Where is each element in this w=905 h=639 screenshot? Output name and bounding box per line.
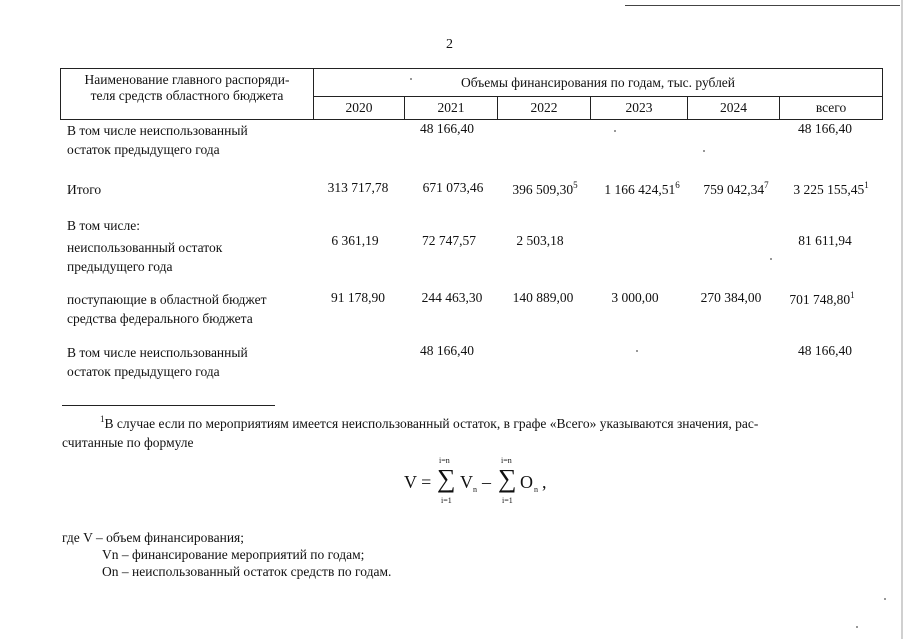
scan-speck <box>614 130 616 132</box>
sum2-icon: ∑ <box>498 464 517 493</box>
page-number: 2 <box>446 37 453 52</box>
footnote-ref: 7 <box>764 180 769 190</box>
footnote-line1: В случае если по мероприятиям имеется неиспользованный остаток, в графе «Всего» указываются значения, рас- <box>104 416 759 431</box>
header-year-2020: 2020 <box>314 97 405 120</box>
sum2-lower: i=1 <box>502 496 513 505</box>
cell-2024: 270 384,00 <box>700 290 762 305</box>
cell-total <box>777 290 867 308</box>
footnote-first-line <box>62 416 758 431</box>
cell-2024 <box>691 180 781 198</box>
cell-value: 396 509,30 <box>512 182 574 197</box>
footnote-ref: 1 <box>864 180 869 190</box>
header-name-line1: Наименование главного распоряди- <box>84 72 290 87</box>
formula-term1-sub: n <box>473 485 477 494</box>
row-label: неиспользованный остаток <box>67 240 223 255</box>
scan-speck <box>884 598 886 600</box>
cell-2021: 48 166,40 <box>420 343 474 358</box>
cell-2023 <box>590 180 694 198</box>
formula-term2-sub: n <box>534 485 538 494</box>
cell-2021: 671 073,46 <box>422 180 484 195</box>
cell-total <box>782 180 880 198</box>
cell-total: 48 166,40 <box>798 121 852 136</box>
cell-2023: 3 000,00 <box>611 290 659 305</box>
row-label: В том числе неиспользованный <box>67 123 248 138</box>
sum1-icon: ∑ <box>437 464 456 493</box>
legend-line: Vn – финансирование мероприятий по годам; <box>102 547 365 562</box>
scan-speck <box>770 258 772 260</box>
formula-term1: V <box>460 472 473 492</box>
row-label: средства федерального бюджета <box>67 311 253 326</box>
legend-line: где V – объем финансирования; <box>62 530 245 545</box>
row-label: остаток предыдущего года <box>67 364 220 379</box>
header-year-2022: 2022 <box>498 97 591 120</box>
cell-2022: 2 503,18 <box>516 233 564 248</box>
cell-value: 701 748,80 <box>789 292 851 307</box>
header-year-2023: 2023 <box>591 97 688 120</box>
footnote-ref: 1 <box>850 290 855 300</box>
header-volumes: Объемы финансирования по годам, тыс. рублей <box>314 69 883 97</box>
formula <box>404 452 574 512</box>
header-name-line2: теля средств областного бюджета <box>90 88 284 103</box>
formula-tail: , <box>542 472 547 492</box>
cell-total: 48 166,40 <box>798 343 852 358</box>
cell-value: 759 042,34 <box>703 182 765 197</box>
scan-speck <box>410 78 412 80</box>
header-year-total: всего <box>780 97 883 120</box>
footnote-ref: 6 <box>675 180 680 190</box>
cell-2020: 6 361,19 <box>331 233 379 248</box>
footnote-separator <box>62 405 275 406</box>
formula-term2: O <box>520 472 533 492</box>
footnote-ref: 5 <box>573 180 578 190</box>
cell-total: 81 611,94 <box>798 233 852 248</box>
cell-2021: 244 463,30 <box>421 290 483 305</box>
sum2-upper: i=n <box>501 456 512 465</box>
footnote-line2: считанные по формуле <box>62 435 194 450</box>
cell-value: 3 225 155,45 <box>793 182 865 197</box>
page-edge <box>901 0 903 639</box>
header-year-2024: 2024 <box>688 97 780 120</box>
scan-speck <box>636 350 638 352</box>
row-label: предыдущего года <box>67 259 173 274</box>
cell-2021: 48 166,40 <box>420 121 474 136</box>
header-name-cell <box>61 69 314 120</box>
cell-2020: 91 178,90 <box>331 290 385 305</box>
sum1-upper: i=n <box>439 456 450 465</box>
formula-lhs: V = <box>404 472 432 492</box>
footnote-marker: 1 <box>100 414 105 424</box>
cell-2022: 140 889,00 <box>512 290 574 305</box>
row-label: поступающие в областной бюджет <box>67 292 267 307</box>
cell-2021: 72 747,57 <box>422 233 476 248</box>
scan-speck <box>856 626 858 628</box>
top-rule <box>625 5 900 6</box>
legend-line: On – неиспользованный остаток средств по годам. <box>102 564 392 579</box>
row-label: В том числе: <box>67 218 140 233</box>
table-header <box>60 68 883 120</box>
header-year-2021: 2021 <box>405 97 498 120</box>
scan-speck <box>703 150 705 152</box>
formula-minus: – <box>482 472 491 492</box>
sum1-lower: i=1 <box>441 496 452 505</box>
row-label: Итого <box>67 182 102 197</box>
row-label: остаток предыдущего года <box>67 142 220 157</box>
cell-2020: 313 717,78 <box>327 180 389 195</box>
row-label: В том числе неиспользованный <box>67 345 248 360</box>
cell-2022 <box>500 180 590 198</box>
footnote <box>62 410 862 452</box>
cell-value: 1 166 424,51 <box>604 182 676 197</box>
